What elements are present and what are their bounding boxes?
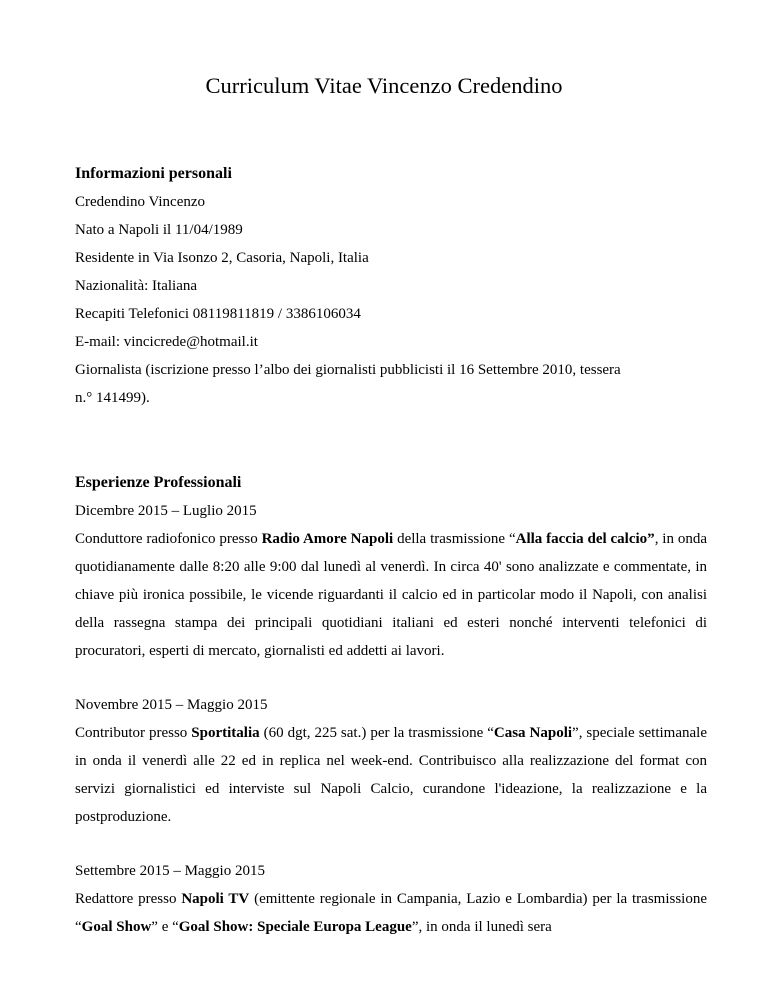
entry-program: Goal Show [81, 919, 152, 935]
birth-info: Nato a Napoli il 11/04/1989 [75, 222, 243, 238]
entry-program: Goal Show: Speciale Europa League [178, 919, 412, 935]
entry-text: della trasmissione “ [393, 531, 516, 547]
entry-dates: Novembre 2015 – Maggio 2015 [75, 697, 268, 713]
entry-text: ”, speciale settimanale in onda il venerdì alle 22 ed in replica nel week-end. Contribuisco alla realizzazione del format con servizi giornalistici ed interviste sul Napoli Calcio, curandone l'ideazione, la realizzazione e la postproduzione. [75, 725, 707, 825]
entry-text: (emittente regionale in Campania, Lazio e Lombardia) per la trasmissione “ [75, 891, 708, 935]
phone-info: Recapiti Telefonici 08119811819 / 3386106034 [75, 306, 361, 322]
experience-entry [75, 691, 707, 831]
entry-employer: Sportitalia [191, 725, 260, 741]
entry-employer: Radio Amore Napoli [261, 531, 394, 547]
personal-info-heading: Informazioni personali [75, 165, 232, 182]
journalist-info-line-2: n.° 141499). [75, 390, 150, 406]
entry-program: Alla faccia del calcio” [515, 531, 655, 547]
entry-text: ”, in onda il lunedì sera [411, 919, 552, 935]
entry-text: Contributor presso [75, 725, 192, 741]
experience-heading: Esperienze Professionali [75, 474, 242, 491]
entry-text: , in onda quotidianamente dalle 8:20 alle 9:00 dal lunedì al venerdì. In circa 40' sono analizzate e commentate, in chiave più ironica possibile, le vicende riguardanti il calcio ed in particolar modo il Napoli, con analisi della rassegna stampa dei principali quotidiani italiani ed esteri nonché interventi telefonici di procuratori, esperti di mercato, giornalisti ed addetti ai lavori. [75, 531, 707, 659]
nationality-info: Nazionalità: Italiana [75, 278, 198, 294]
entry-dates: Settembre 2015 – Maggio 2015 [75, 863, 265, 879]
entry-description [75, 885, 707, 941]
entry-text: Conduttore radiofonico presso [75, 531, 262, 547]
entry-employer: Napoli TV [181, 891, 250, 907]
experience-entry [75, 857, 707, 941]
entry-text: Redattore presso [75, 891, 182, 907]
entry-text: ” e “ [151, 919, 179, 935]
journalist-info-line-1: Giornalista (iscrizione presso l’albo dei giornalisti pubblicisti il 16 Settembre 2010, tessera [75, 362, 621, 378]
experience-section [75, 469, 707, 941]
entry-spacer [75, 665, 707, 691]
section-spacer [75, 412, 707, 469]
residence-info: Residente in Via Isonzo 2, Casoria, Napoli, Italia [75, 250, 369, 266]
entry-dates: Dicembre 2015 – Luglio 2015 [75, 503, 257, 519]
page-title: Curriculum Vitae Vincenzo Credendino [205, 73, 563, 98]
document-body [75, 160, 707, 941]
email-info: E-mail: vincicrede@hotmail.it [75, 334, 258, 350]
entry-spacer [75, 831, 707, 857]
full-name: Credendino Vincenzo [75, 194, 206, 210]
experience-entry [75, 497, 707, 665]
entry-description [75, 719, 707, 831]
personal-info-section [75, 160, 707, 412]
entry-program: Casa Napoli [493, 725, 573, 741]
entry-text: (60 dgt, 225 sat.) per la trasmissione “ [259, 725, 494, 741]
entry-description [75, 525, 707, 665]
